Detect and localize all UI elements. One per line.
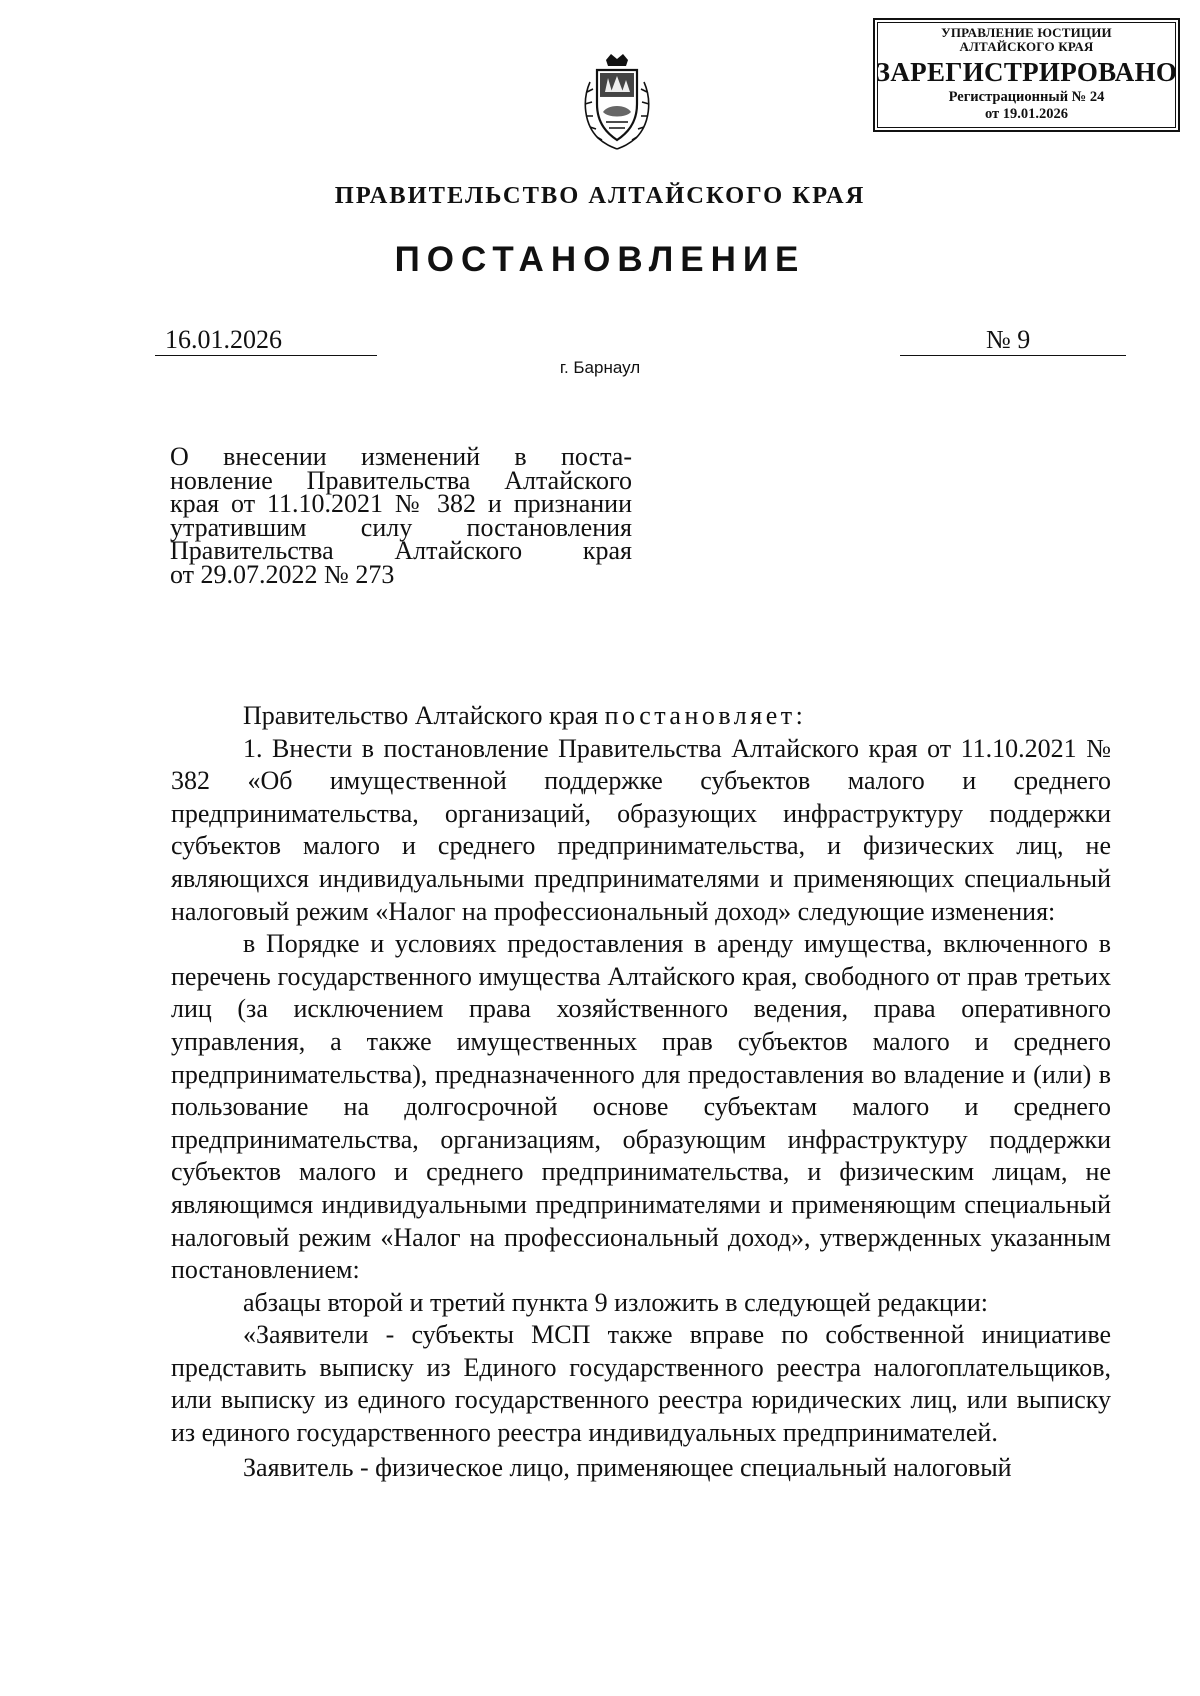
subject-line: Правительства Алтайского края (170, 536, 632, 565)
stamp-reg-date: от 19.01.2026 (984, 106, 1069, 122)
subject-line: от 29.07.2022 № 273 (170, 559, 395, 589)
body-paragraph-3: абзацы второй и третий пункта 9 изложить в следующей редакции: (243, 1287, 988, 1317)
document-city: г. Барнаул (559, 358, 641, 377)
body-paragraph-5: Заявитель - физическое лицо, применяющее специальный налоговый (243, 1452, 1012, 1482)
intro-verb: постановляет: (604, 701, 807, 730)
stamp-status: ЗАРЕГИСТРИРОВАНО (875, 57, 1178, 87)
subject-line: края от 11.10.2021 № 382 и признании (170, 489, 632, 518)
body-paragraph-1: 1. Внести в постановление Правительства Алтайского края от 11.10.2021 № 382 «Об имущественной поддержке субъектов малого и среднего предпринимательства, организаций, образующих инфраструктуру поддержки субъектов малого и среднего предпринимательства, и физических лиц, не являющихся индивидуальными предпринимателями и применяющих специальный налоговый режим «Налог на профессиональный доход» следующие изменения: (171, 733, 1111, 926)
subject-line: О внесении изменений в поста- (170, 442, 632, 471)
intro-paragraph (171, 700, 1111, 733)
document-subject (170, 442, 632, 589)
subject-line: утратившим силу постановления (170, 512, 632, 542)
stamp-org-line-1: УПРАВЛЕНИЕ ЮСТИЦИИ (941, 25, 1112, 40)
intro-prefix: Правительство Алтайского края (243, 701, 605, 730)
document-body (171, 700, 1111, 1484)
stamp-org-line-2: АЛТАЙСКОГО КРАЯ (959, 39, 1094, 54)
body-paragraph-4: «Заявители - субъекты МСП также вправе по собственной инициативе представить выписку из Единого государственного реестра налогоплательщиков, или выписку из единого государственного реестра юридических лиц, или выписку из единого государственного реестра индивидуальных предпринимателей. (171, 1320, 1111, 1448)
body-paragraph-2: в Порядке и условиях предоставления в аренду имущества, включенного в перечень государственного имущества Алтайского края, свободного от прав третьих лиц (за исключением права хозяйственного ведения, права оперативного управления, а также имущественных прав субъектов малого и среднего предпринимательства), предназначенного для предоставления во владение и (или) в пользование на долгосрочной основе субъектам малого и среднего предпринимательства, организациям, образующим инфраструктуру поддержки субъектов малого и среднего предпринимательства, и физическим лицам, не являющимся индивидуальными предпринимателями и применяющим специальный налоговый режим «Налог на профессиональный доход», утвержденных указанным постановлением: (171, 929, 1111, 1285)
stamp-reg-number: Регистрационный № 24 (948, 89, 1105, 105)
registration-stamp (873, 18, 1180, 132)
subject-line: новление Правительства Алтайского (170, 465, 632, 495)
government-title: ПРАВИТЕЛЬСТВО АЛТАЙСКОГО КРАЯ (334, 182, 866, 209)
document-date: 16.01.2026 (155, 325, 377, 356)
document-number: № 9 (900, 325, 1126, 356)
coat-of-arms-icon (578, 52, 656, 152)
document-type: ПОСТАНОВЛЕНИЕ (394, 240, 806, 279)
